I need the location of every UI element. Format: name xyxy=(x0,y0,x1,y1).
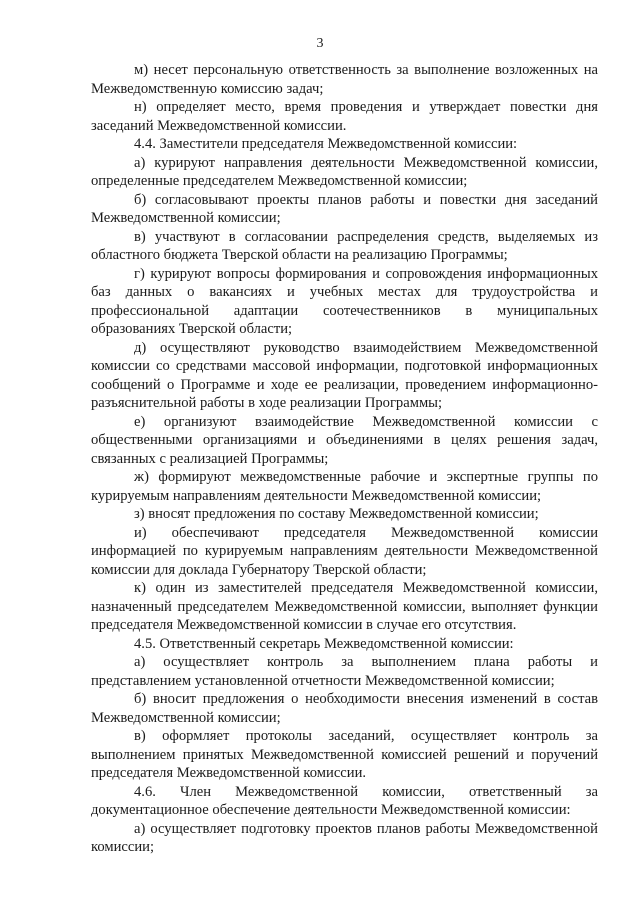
paragraph-4-4-e: е) организуют взаимодействие Межведомственной комиссии с общественными организациями и объединениями в целях решения задач, связанных с реализацией Программы; xyxy=(91,413,598,467)
document-body xyxy=(91,61,598,857)
paragraph-4-4-b: б) согласовывают проекты планов работы и повестки дня заседаний Межведомственной комиссии; xyxy=(91,191,598,226)
paragraph-4-4-k: к) один из заместителей председателя Межведомственной комиссии, назначенный председателем Межведомственной комиссии, выполняет функции председателя Межведомственной комиссии в случае его отсутствия. xyxy=(91,580,598,633)
page-number: 3 xyxy=(316,36,324,51)
paragraph-4-4-g: г) курируют вопросы формирования и сопровождения информационных баз данных о вакансиях и учебных местах для трудоустройства и профессиональной адаптации соотечественников в муниципальных образованиях Тверской области; xyxy=(91,265,598,337)
paragraph-4-4-i: и) обеспечивают председателя Межведомственной комиссии информацией по курируемым направлениям деятельности Межведомственной комиссии для доклада Губернатору Тверской области; xyxy=(91,524,598,578)
section-4-5-heading: 4.5. Ответственный секретарь Межведомственной комиссии: xyxy=(134,635,514,652)
paragraph-4-4-a: а) курируют направления деятельности Межведомственной комиссии, определенные председателем Межведомственной комиссии; xyxy=(91,154,598,189)
paragraph-4-5-v: в) оформляет протоколы заседаний, осуществляет контроль за выполнением принятых Межведомственной комиссией решений и поручений председателя Межведомственной комиссии. xyxy=(91,728,598,781)
paragraph-n: н) определяет место, время проведения и утверждает повестки дня заседаний Межведомственной комиссии. xyxy=(91,99,598,134)
paragraph-4-4-d: д) осуществляют руководство взаимодействием Межведомственной комиссии со средствами массовой информации, подготовкой информационных сообщений о Программе и ходе ее реализации, проведением информационно-разъяснительной работы в ходе реализации Программы; xyxy=(91,339,598,411)
paragraph-4-4-z: з) вносят предложения по составу Межведомственной комиссии; xyxy=(134,506,539,522)
paragraph-4-6-a: а) осуществляет подготовку проектов планов работы Межведомственной комиссии; xyxy=(91,820,598,855)
paragraph-4-4-v: в) участвуют в согласовании распределения средств, выделяемых из областного бюджета Тверской области на реализацию Программы; xyxy=(91,228,598,263)
section-4-6-heading: 4.6. Член Межведомственной комиссии, ответственный за документационное обеспечение деятельности Межведомственной комиссии: xyxy=(91,783,598,818)
section-4-4-heading: 4.4. Заместители председателя Межведомственной комиссии: xyxy=(134,136,518,152)
paragraph-4-5-a: а) осуществляет контроль за выполнением плана работы и представлением установленной отчетности Межведомственной комиссии; xyxy=(91,654,598,689)
paragraph-4-4-zh: ж) формируют межведомственные рабочие и экспертные группы по курируемым направлениям деятельности Межведомственной комиссии; xyxy=(91,469,598,504)
paragraph-4-5-b: б) вносит предложения о необходимости внесения изменений в состав Межведомственной комиссии; xyxy=(91,691,598,726)
paragraph-m: м) несет персональную ответственность за выполнение возложенных на Межведомственную комиссию задач; xyxy=(91,62,598,97)
